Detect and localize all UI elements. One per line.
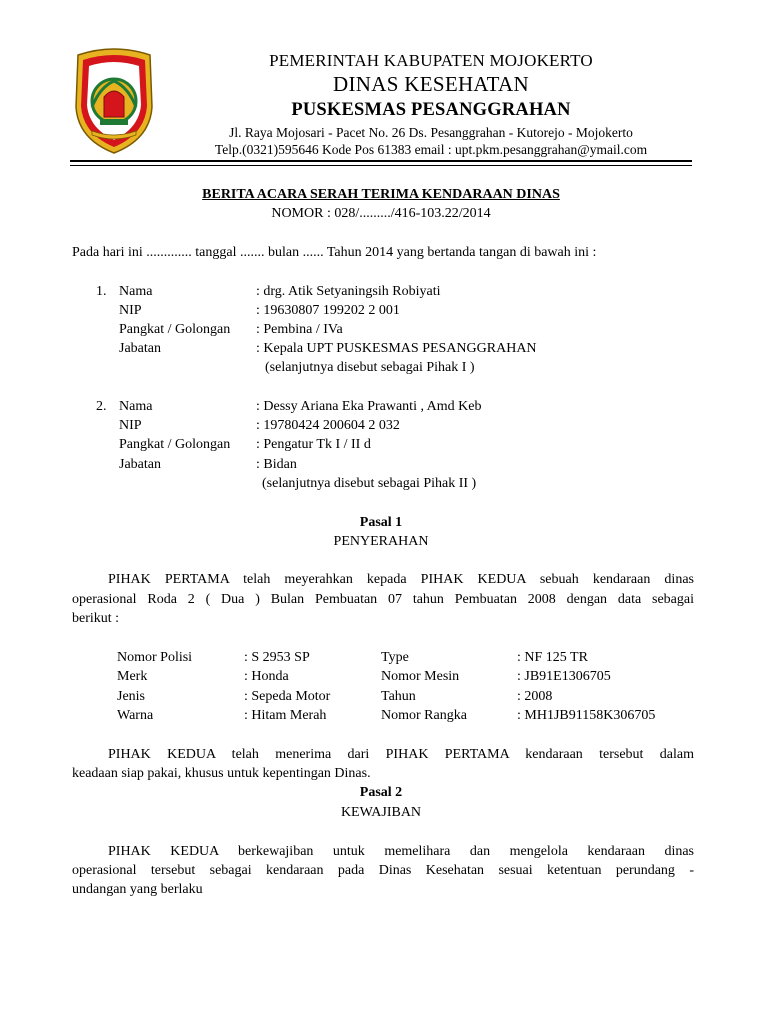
pasal-1-paragraph-line: berikut : xyxy=(72,611,120,626)
field-label: Pangkat / Golongan xyxy=(119,437,231,452)
vehicle-value: : NF 125 TR xyxy=(517,650,588,665)
vehicle-label: Type xyxy=(381,650,409,665)
field-value: : 19630807 199202 2 001 xyxy=(256,303,400,318)
vehicle-label: Nomor Polisi xyxy=(117,650,193,665)
field-label: Jabatan xyxy=(119,457,161,472)
pasal-1-heading: Pasal 1 xyxy=(359,515,403,530)
vehicle-label: Tahun xyxy=(381,689,416,704)
vehicle-value: : Hitam Merah xyxy=(244,708,327,723)
field-label: Jabatan xyxy=(119,341,161,356)
intro-text: Pada hari ini ............. tanggal ....... bulan ...... Tahun 2014 yang bertanda tangan di bawah ini : xyxy=(72,245,597,260)
letterhead-agency: DINAS KESEHATAN xyxy=(333,72,529,96)
field-value: : 19780424 200604 2 032 xyxy=(256,418,400,433)
field-label: NIP xyxy=(119,418,142,433)
field-value: : Bidan xyxy=(256,457,297,472)
vehicle-value: : Honda xyxy=(244,669,289,684)
field-value: : Dessy Ariana Eka Prawanti , Amd Keb xyxy=(256,399,482,414)
letterhead-puskesmas: PUSKESMAS PESANGGRAHAN xyxy=(291,100,571,120)
vehicle-value: : MH1JB91158K306705 xyxy=(517,708,656,723)
field-label: Nama xyxy=(119,284,153,299)
field-label: Nama xyxy=(119,399,153,414)
vehicle-label: Nomor Mesin xyxy=(381,669,460,684)
letterhead-rule-thin xyxy=(70,165,692,166)
vehicle-label: Jenis xyxy=(117,689,145,704)
pasal-2-paragraph-line: operasional tersebut sebagai kendaraan pada Dinas Kesehatan sesuai ketentuan perundang - xyxy=(72,863,694,878)
emblem-gate xyxy=(104,91,124,117)
letterhead-government: PEMERINTAH KABUPATEN MOJOKERTO xyxy=(269,51,593,70)
receipt-paragraph-line: PIHAK KEDUA telah menerima dari PIHAK PERTAMA kendaraan tersebut dalam xyxy=(108,747,694,762)
vehicle-label: Merk xyxy=(117,669,148,684)
pasal-2-paragraph-line: PIHAK KEDUA berkewajiban untuk memelihara dan mengelola kendaraan dinas xyxy=(108,844,694,859)
field-label: Pangkat / Golongan xyxy=(119,322,231,337)
pasal-2-paragraph-line: undangan yang berlaku xyxy=(72,882,203,897)
field-value: : Kepala UPT PUSKESMAS PESANGGRAHAN xyxy=(256,341,537,356)
letterhead-contact: Telp.(0321)595646 Kode Pos 61383 email : upt.pkm.pesanggrahan@ymail.com xyxy=(214,142,648,157)
vehicle-value: : JB91E1306705 xyxy=(517,669,611,684)
party-number: 2. xyxy=(96,399,107,414)
vehicle-value: : 2008 xyxy=(517,689,553,704)
pasal-1-paragraph-line: operasional Roda 2 ( Dua ) Bulan Pembuatan 07 tahun Pembuatan 2008 dengan data sebagai xyxy=(72,592,694,607)
emblem-base xyxy=(100,119,128,125)
party-note: (selanjutnya disebut sebagai Pihak II ) xyxy=(262,476,477,491)
letterhead xyxy=(175,50,687,158)
vehicle-value: : S 2953 SP xyxy=(244,650,310,665)
mojokerto-regency-emblem xyxy=(70,47,158,155)
document-title: BERITA ACARA SERAH TERIMA KENDARAAN DINAS xyxy=(202,187,560,202)
field-value: : Pembina / IVa xyxy=(256,322,343,337)
pasal-1-subheading: PENYERAHAN xyxy=(333,534,429,549)
receipt-paragraph-line: keadaan siap pakai, khusus untuk kepentingan Dinas. xyxy=(72,766,371,781)
vehicle-label: Warna xyxy=(117,708,154,723)
field-value: : drg. Atik Setyaningsih Robiyati xyxy=(256,284,441,299)
letterhead-rule-thick xyxy=(70,160,692,162)
field-label: NIP xyxy=(119,303,142,318)
pasal-2-subheading: KEWAJIBAN xyxy=(340,805,422,820)
document-number: NOMOR : 028/........./416-103.22/2014 xyxy=(271,206,491,221)
pasal-1-paragraph-line: PIHAK PERTAMA telah meyerahkan kepada PIHAK KEDUA sebuah kendaraan dinas xyxy=(108,572,694,587)
letterhead-address: Jl. Raya Mojosari - Pacet No. 26 Ds. Pesanggrahan - Kutorejo - Mojokerto xyxy=(229,125,633,140)
vehicle-value: : Sepeda Motor xyxy=(244,689,331,704)
vehicle-label: Nomor Rangka xyxy=(381,708,467,723)
field-value: : Pengatur Tk I / II d xyxy=(256,437,371,452)
party-number: 1. xyxy=(96,284,107,299)
pasal-2-heading: Pasal 2 xyxy=(359,785,403,800)
party-note: (selanjutnya disebut sebagai Pihak I ) xyxy=(265,360,475,375)
